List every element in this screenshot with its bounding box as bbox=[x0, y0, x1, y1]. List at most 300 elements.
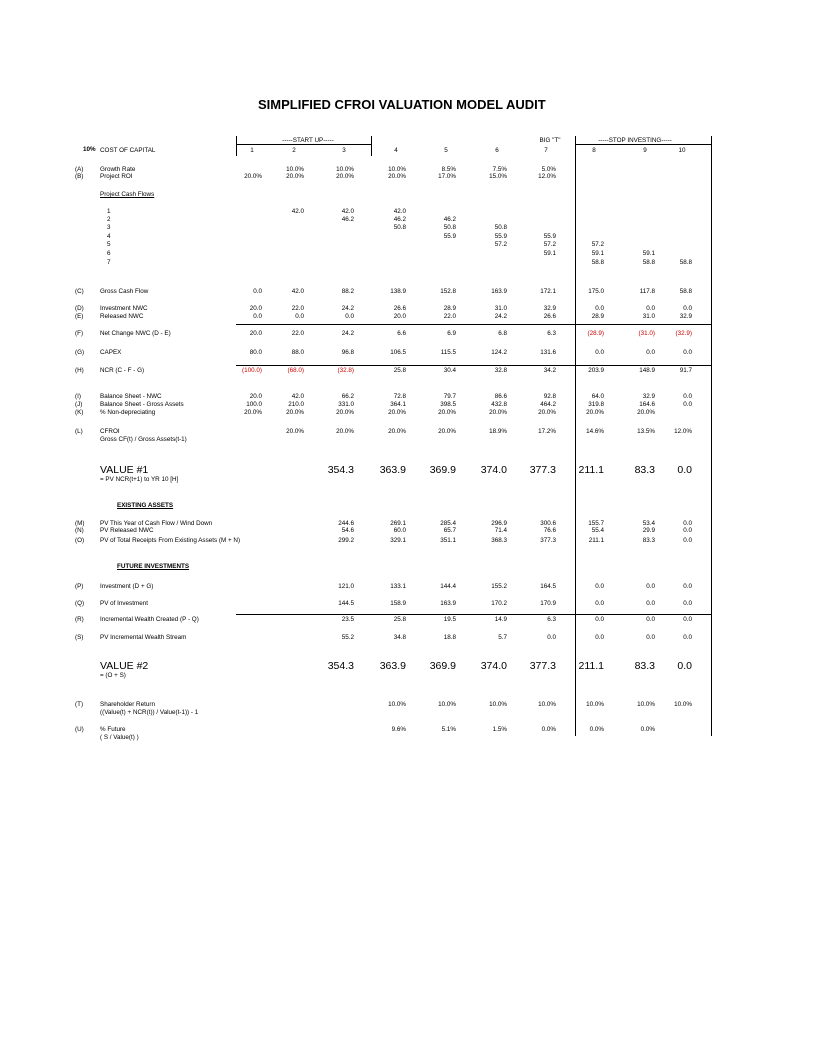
row-code: (M) bbox=[75, 520, 85, 527]
table-cell: 0.0 bbox=[683, 527, 692, 534]
row-code: (F) bbox=[75, 330, 84, 337]
table-cell: 244.6 bbox=[338, 520, 354, 527]
row-label: Released NWC bbox=[100, 313, 144, 320]
table-cell: 296.9 bbox=[491, 520, 507, 527]
table-cell: 0.0 bbox=[595, 634, 604, 641]
table-cell: 42.0 bbox=[393, 208, 406, 215]
table-cell: 20.0% bbox=[438, 428, 456, 435]
value2-cell: 374.0 bbox=[480, 660, 507, 672]
table-cell: 170.9 bbox=[540, 600, 556, 607]
table-cell: 19.5 bbox=[443, 616, 456, 623]
table-cell: 31.0 bbox=[642, 313, 655, 320]
table-cell: 46.2 bbox=[393, 216, 406, 223]
table-cell: 17.0% bbox=[438, 173, 456, 180]
table-cell: 26.6 bbox=[543, 313, 556, 320]
header-rule bbox=[236, 144, 371, 145]
value1-cell: 211.1 bbox=[578, 464, 604, 476]
value2-cell: 363.9 bbox=[379, 660, 406, 672]
row-label: 6 bbox=[107, 250, 111, 257]
row-sublabel: ((Value(t) + NCR(t)) / Value(t-1)) - 1 bbox=[100, 709, 199, 716]
row-code: (B) bbox=[75, 173, 84, 180]
table-cell: 54.6 bbox=[341, 527, 354, 534]
table-cell: 0.0 bbox=[595, 616, 604, 623]
row-label: Balance Sheet - Gross Assets bbox=[100, 401, 184, 408]
table-cell: 58.8 bbox=[591, 259, 604, 266]
table-cell: 1.5% bbox=[492, 726, 507, 733]
year-col-9: 9 bbox=[643, 147, 647, 154]
table-cell: 59.1 bbox=[642, 250, 655, 257]
table-cell: 12.0% bbox=[674, 428, 692, 435]
table-cell: 29.9 bbox=[642, 527, 655, 534]
table-cell: 211.1 bbox=[588, 537, 604, 544]
table-cell: 20.0% bbox=[244, 173, 262, 180]
table-cell: 80.0 bbox=[249, 349, 262, 356]
table-cell: 12.0% bbox=[538, 173, 556, 180]
table-cell: 18.9% bbox=[489, 428, 507, 435]
table-cell: 20.0% bbox=[286, 409, 304, 416]
group-stop-investing: -----STOP INVESTING----- bbox=[598, 137, 672, 144]
table-cell: 0.0 bbox=[646, 600, 655, 607]
row-label: 4 bbox=[107, 233, 111, 240]
table-cell: 0.0 bbox=[683, 520, 692, 527]
table-cell: 0.0 bbox=[595, 583, 604, 590]
table-cell: 10.0% bbox=[388, 701, 406, 708]
table-cell: 0.0 bbox=[295, 313, 304, 320]
table-cell: 138.9 bbox=[390, 288, 406, 295]
table-cell: 20.0% bbox=[388, 428, 406, 435]
table-cell: 25.8 bbox=[393, 616, 406, 623]
row-code: (C) bbox=[75, 288, 84, 295]
year-col-5: 5 bbox=[444, 147, 448, 154]
table-cell: 5.0% bbox=[541, 166, 556, 173]
table-cell: 59.1 bbox=[591, 250, 604, 257]
table-cell: 92.8 bbox=[543, 393, 556, 400]
table-cell: 50.8 bbox=[494, 224, 507, 231]
year-col-7: 7 bbox=[544, 147, 548, 154]
group-divider bbox=[711, 136, 712, 736]
table-cell: 368.3 bbox=[491, 537, 507, 544]
row-label: % Future bbox=[100, 726, 126, 733]
table-cell: 0.0 bbox=[683, 600, 692, 607]
table-cell: 164.6 bbox=[639, 401, 655, 408]
row-label: Gross Cash Flow bbox=[100, 288, 149, 295]
table-cell: 53.4 bbox=[642, 520, 655, 527]
table-cell: 432.8 bbox=[491, 401, 507, 408]
year-col-8: 8 bbox=[592, 147, 596, 154]
row-code: (I) bbox=[75, 393, 81, 400]
table-cell: 8.5% bbox=[441, 166, 456, 173]
table-cell: 0.0 bbox=[595, 349, 604, 356]
table-cell: 175.0 bbox=[588, 288, 604, 295]
table-cell: 351.1 bbox=[440, 537, 456, 544]
section-rule bbox=[236, 365, 711, 366]
table-cell: 24.2 bbox=[341, 330, 354, 337]
table-cell: 20.0% bbox=[586, 409, 604, 416]
table-cell: 32.9 bbox=[543, 305, 556, 312]
table-cell: 57.2 bbox=[543, 241, 556, 248]
table-cell: 115.5 bbox=[440, 349, 456, 356]
row-code: (A) bbox=[75, 166, 84, 173]
table-cell: 20.0% bbox=[388, 409, 406, 416]
table-cell: 319.8 bbox=[588, 401, 604, 408]
value1-cell: 363.9 bbox=[379, 464, 406, 476]
row-label: Investment (D + G) bbox=[100, 583, 154, 590]
table-cell: 76.6 bbox=[543, 527, 556, 534]
value2-sublabel: = (O + S) bbox=[100, 672, 126, 679]
value2-cell: 377.3 bbox=[529, 660, 556, 672]
table-cell: 0.0% bbox=[589, 726, 604, 733]
table-cell: 0.0 bbox=[683, 616, 692, 623]
table-cell: 57.2 bbox=[494, 241, 507, 248]
table-cell: 15.0% bbox=[489, 173, 507, 180]
row-label: PV Incremental Wealth Stream bbox=[100, 634, 187, 641]
row-label: 5 bbox=[107, 241, 111, 248]
table-cell: 30.4 bbox=[443, 367, 456, 374]
section-existing-assets: EXISTING ASSETS bbox=[117, 502, 174, 509]
table-cell: 58.8 bbox=[679, 259, 692, 266]
value1-cell: 369.9 bbox=[429, 464, 456, 476]
table-cell: 20.0% bbox=[538, 409, 556, 416]
row-label: % Non-depreciating bbox=[100, 409, 156, 416]
table-cell: 6.6 bbox=[397, 330, 406, 337]
table-cell: 42.0 bbox=[341, 208, 354, 215]
group-divider bbox=[236, 136, 237, 156]
cost-of-capital-pct: 10% bbox=[83, 146, 96, 153]
row-code: (G) bbox=[75, 349, 85, 356]
table-cell: 20.0% bbox=[286, 428, 304, 435]
table-cell: 106.5 bbox=[390, 349, 406, 356]
row-code: (J) bbox=[75, 401, 83, 408]
table-cell: 464.2 bbox=[540, 401, 556, 408]
table-cell: 55.9 bbox=[494, 233, 507, 240]
table-cell: 7.5% bbox=[492, 166, 507, 173]
year-col-3: 3 bbox=[342, 147, 346, 154]
row-label: Balance Sheet - NWC bbox=[100, 393, 162, 400]
year-col-1: 1 bbox=[250, 147, 254, 154]
value1-label: VALUE #1 bbox=[100, 464, 149, 476]
table-cell: 55.9 bbox=[543, 233, 556, 240]
row-label: PV Released NWC bbox=[100, 527, 154, 534]
table-cell: 86.6 bbox=[494, 393, 507, 400]
table-cell: 0.0 bbox=[547, 634, 556, 641]
table-cell: 32.9 bbox=[642, 393, 655, 400]
table-cell: 46.2 bbox=[443, 216, 456, 223]
table-cell: 10.0% bbox=[674, 701, 692, 708]
row-label: PV of Total Receipts From Existing Assets (M + N) bbox=[100, 537, 241, 544]
table-cell: 71.4 bbox=[494, 527, 507, 534]
table-cell: 23.5 bbox=[341, 616, 354, 623]
table-cell: 46.2 bbox=[341, 216, 354, 223]
row-code: (K) bbox=[75, 409, 84, 416]
table-cell: 0.0 bbox=[595, 305, 604, 312]
table-cell: 0.0 bbox=[683, 634, 692, 641]
table-cell: 5.7 bbox=[498, 634, 507, 641]
table-cell: 0.0% bbox=[541, 726, 556, 733]
table-cell: 14.6% bbox=[586, 428, 604, 435]
year-col-10: 10 bbox=[678, 147, 686, 154]
table-cell: 88.2 bbox=[341, 288, 354, 295]
table-cell: 364.1 bbox=[390, 401, 406, 408]
table-cell: 34.2 bbox=[543, 367, 556, 374]
table-cell: 60.0 bbox=[393, 527, 406, 534]
table-cell: 57.2 bbox=[591, 241, 604, 248]
table-cell: 0.0% bbox=[640, 726, 655, 733]
table-cell: 91.7 bbox=[679, 367, 692, 374]
table-cell: 65.7 bbox=[443, 527, 456, 534]
table-cell: 42.0 bbox=[291, 208, 304, 215]
table-cell: (32.9) bbox=[675, 330, 692, 337]
table-cell: 155.2 bbox=[491, 583, 507, 590]
table-cell: 155.7 bbox=[588, 520, 604, 527]
table-cell: 377.3 bbox=[540, 537, 556, 544]
table-cell: 10.0% bbox=[438, 701, 456, 708]
table-cell: 20.0% bbox=[438, 409, 456, 416]
table-cell: 10.0% bbox=[336, 166, 354, 173]
value2-cell: 354.3 bbox=[327, 660, 354, 672]
section-rule bbox=[236, 614, 711, 615]
section-rule bbox=[236, 324, 711, 325]
row-label: Growth Rate bbox=[100, 166, 136, 173]
table-cell: 58.8 bbox=[642, 259, 655, 266]
table-cell: 299.2 bbox=[338, 537, 354, 544]
table-cell: 144.5 bbox=[338, 600, 354, 607]
table-cell: 285.4 bbox=[440, 520, 456, 527]
row-label: Incremental Wealth Created (P - Q) bbox=[100, 616, 199, 623]
table-cell: 22.0 bbox=[291, 305, 304, 312]
table-cell: 28.9 bbox=[591, 313, 604, 320]
table-cell: 26.6 bbox=[393, 305, 406, 312]
table-cell: (28.9) bbox=[587, 330, 604, 337]
group-divider bbox=[371, 136, 372, 156]
table-cell: 158.9 bbox=[390, 600, 406, 607]
table-cell: 121.0 bbox=[338, 583, 354, 590]
table-cell: 163.9 bbox=[440, 600, 456, 607]
table-cell: 20.0% bbox=[286, 173, 304, 180]
year-col-4: 4 bbox=[394, 147, 398, 154]
table-cell: 0.0 bbox=[595, 600, 604, 607]
table-cell: 20.0% bbox=[489, 409, 507, 416]
table-cell: 210.0 bbox=[288, 401, 304, 408]
table-cell: 203.9 bbox=[588, 367, 604, 374]
table-cell: 22.0 bbox=[291, 330, 304, 337]
table-cell: 0.0 bbox=[646, 305, 655, 312]
table-cell: (68.0) bbox=[287, 367, 304, 374]
table-cell: 50.8 bbox=[443, 224, 456, 231]
table-cell: 300.6 bbox=[540, 520, 556, 527]
row-code: (D) bbox=[75, 305, 84, 312]
value1-cell: 377.3 bbox=[529, 464, 556, 476]
table-cell: 133.1 bbox=[390, 583, 406, 590]
table-cell: 24.2 bbox=[494, 313, 507, 320]
year-col-2: 2 bbox=[292, 147, 296, 154]
table-cell: 148.9 bbox=[639, 367, 655, 374]
value1-cell: 83.3 bbox=[634, 464, 655, 476]
group-divider bbox=[575, 136, 576, 736]
table-cell: 5.1% bbox=[441, 726, 456, 733]
row-code: (L) bbox=[75, 428, 83, 435]
table-cell: (100.0) bbox=[242, 367, 262, 374]
table-cell: 20.0% bbox=[336, 428, 354, 435]
table-cell: 0.0 bbox=[253, 288, 262, 295]
value2-label: VALUE #2 bbox=[100, 660, 149, 672]
table-cell: 6.3 bbox=[547, 330, 556, 337]
table-cell: 0.0 bbox=[646, 349, 655, 356]
row-code: (S) bbox=[75, 634, 84, 641]
table-cell: 13.5% bbox=[637, 428, 655, 435]
table-cell: 20.0 bbox=[393, 313, 406, 320]
table-cell: 42.0 bbox=[291, 393, 304, 400]
table-cell: 64.0 bbox=[591, 393, 604, 400]
table-cell: 20.0 bbox=[249, 330, 262, 337]
value2-cell: 0.0 bbox=[677, 660, 692, 672]
table-cell: 124.2 bbox=[491, 349, 507, 356]
header-rule bbox=[575, 144, 711, 145]
table-cell: 20.0% bbox=[336, 409, 354, 416]
table-cell: (31.0) bbox=[638, 330, 655, 337]
table-cell: 20.0% bbox=[388, 173, 406, 180]
table-cell: 170.2 bbox=[491, 600, 507, 607]
row-code: (T) bbox=[75, 701, 84, 708]
group-startup: -----START UP----- bbox=[282, 137, 334, 144]
table-cell: 88.0 bbox=[291, 349, 304, 356]
table-cell: 10.0% bbox=[586, 701, 604, 708]
row-label: Net Change NWC (D - E) bbox=[100, 330, 171, 337]
value1-cell: 0.0 bbox=[677, 464, 692, 476]
table-cell: 20.0% bbox=[637, 409, 655, 416]
table-cell: 24.2 bbox=[341, 305, 354, 312]
table-cell: 0.0 bbox=[646, 616, 655, 623]
table-cell: 0.0 bbox=[683, 305, 692, 312]
table-cell: 58.8 bbox=[679, 288, 692, 295]
table-cell: 0.0 bbox=[683, 393, 692, 400]
value1-cell: 354.3 bbox=[327, 464, 354, 476]
group-big-t: BIG "T" bbox=[539, 137, 561, 144]
table-cell: 17.2% bbox=[538, 428, 556, 435]
row-code: (O) bbox=[75, 537, 85, 544]
row-code: (N) bbox=[75, 527, 84, 534]
table-cell: 10.0% bbox=[286, 166, 304, 173]
table-cell: 10.0% bbox=[637, 701, 655, 708]
table-cell: 0.0 bbox=[683, 349, 692, 356]
table-cell: 6.3 bbox=[547, 616, 556, 623]
table-cell: 20.0% bbox=[336, 173, 354, 180]
row-sublabel: ( S / Value(t) ) bbox=[100, 734, 139, 741]
table-cell: 18.8 bbox=[443, 634, 456, 641]
row-code: (P) bbox=[75, 583, 84, 590]
year-col-6: 6 bbox=[495, 147, 499, 154]
table-cell: 152.8 bbox=[440, 288, 456, 295]
table-cell: 55.4 bbox=[591, 527, 604, 534]
row-code: (H) bbox=[75, 367, 84, 374]
row-label: 3 bbox=[107, 224, 111, 231]
table-cell: 164.5 bbox=[540, 583, 556, 590]
row-code: (U) bbox=[75, 726, 84, 733]
row-label: PV This Year of Cash Flow / Wind Down bbox=[100, 520, 213, 527]
row-label: Shareholder Return bbox=[100, 701, 155, 708]
table-cell: 0.0 bbox=[646, 634, 655, 641]
table-cell: 34.8 bbox=[393, 634, 406, 641]
table-cell: 42.0 bbox=[291, 288, 304, 295]
row-label: CFROI bbox=[100, 428, 120, 435]
table-cell: 66.2 bbox=[341, 393, 354, 400]
value1-sublabel: = PV NCR(t+1) to YR 10 [H] bbox=[100, 476, 179, 483]
table-cell: 331.0 bbox=[338, 401, 354, 408]
row-code: (R) bbox=[75, 616, 84, 623]
table-cell: 163.9 bbox=[491, 288, 507, 295]
table-cell: 269.1 bbox=[390, 520, 406, 527]
row-label: 1 bbox=[107, 208, 111, 215]
table-cell: 50.8 bbox=[393, 224, 406, 231]
row-label: NCR (C - F - G) bbox=[100, 367, 145, 374]
page-title: SIMPLIFIED CFROI VALUATION MODEL AUDIT bbox=[258, 97, 546, 112]
row-label: 2 bbox=[107, 216, 111, 223]
table-cell: 0.0 bbox=[683, 583, 692, 590]
row-label: PV of Investment bbox=[100, 600, 148, 607]
table-cell: 28.9 bbox=[443, 305, 456, 312]
table-cell: 0.0 bbox=[253, 313, 262, 320]
value2-cell: 369.9 bbox=[429, 660, 456, 672]
table-cell: 6.9 bbox=[447, 330, 456, 337]
table-cell: 59.1 bbox=[543, 250, 556, 257]
table-cell: 10.0% bbox=[388, 166, 406, 173]
row-label: Project ROI bbox=[100, 173, 133, 180]
table-cell: 144.4 bbox=[440, 583, 456, 590]
table-cell: 398.5 bbox=[440, 401, 456, 408]
table-cell: 0.0 bbox=[646, 583, 655, 590]
table-cell: (32.8) bbox=[337, 367, 354, 374]
table-cell: 9.6% bbox=[391, 726, 406, 733]
table-cell: 79.7 bbox=[443, 393, 456, 400]
value2-cell: 83.3 bbox=[634, 660, 655, 672]
row-code: (E) bbox=[75, 313, 84, 320]
value1-cell: 374.0 bbox=[480, 464, 507, 476]
table-cell: 172.1 bbox=[540, 288, 556, 295]
table-cell: 14.9 bbox=[494, 616, 507, 623]
table-cell: 83.3 bbox=[642, 537, 655, 544]
table-cell: 0.0 bbox=[345, 313, 354, 320]
table-cell: 32.9 bbox=[679, 313, 692, 320]
table-cell: 131.6 bbox=[540, 349, 556, 356]
row-label: Investment NWC bbox=[100, 305, 148, 312]
table-cell: 117.8 bbox=[639, 288, 655, 295]
row-sublabel: Gross CF(t) / Gross Assets(t-1) bbox=[100, 436, 187, 443]
table-cell: 72.8 bbox=[393, 393, 406, 400]
table-cell: 22.0 bbox=[443, 313, 456, 320]
table-cell: 20.0% bbox=[244, 409, 262, 416]
table-cell: 96.8 bbox=[341, 349, 354, 356]
cost-of-capital-label: COST OF CAPITAL bbox=[100, 147, 156, 154]
table-cell: 329.1 bbox=[390, 537, 406, 544]
table-cell: 25.8 bbox=[393, 367, 406, 374]
row-code: (Q) bbox=[75, 600, 85, 607]
table-cell: 10.0% bbox=[489, 701, 507, 708]
table-cell: 20.0 bbox=[249, 305, 262, 312]
row-label: CAPEX bbox=[100, 349, 122, 356]
section-project-cash-flows: Project Cash Flows bbox=[100, 191, 155, 198]
table-cell: 0.0 bbox=[683, 537, 692, 544]
table-cell: 20.0 bbox=[249, 393, 262, 400]
table-cell: 55.2 bbox=[341, 634, 354, 641]
table-cell: 55.9 bbox=[443, 233, 456, 240]
table-cell: 100.0 bbox=[246, 401, 262, 408]
row-label: 7 bbox=[107, 259, 111, 266]
section-future-investments: FUTURE INVESTMENTS bbox=[117, 563, 190, 570]
table-cell: 31.0 bbox=[494, 305, 507, 312]
value2-cell: 211.1 bbox=[578, 660, 604, 672]
table-cell: 0.0 bbox=[683, 401, 692, 408]
table-cell: 6.8 bbox=[498, 330, 507, 337]
table-cell: 32.8 bbox=[494, 367, 507, 374]
